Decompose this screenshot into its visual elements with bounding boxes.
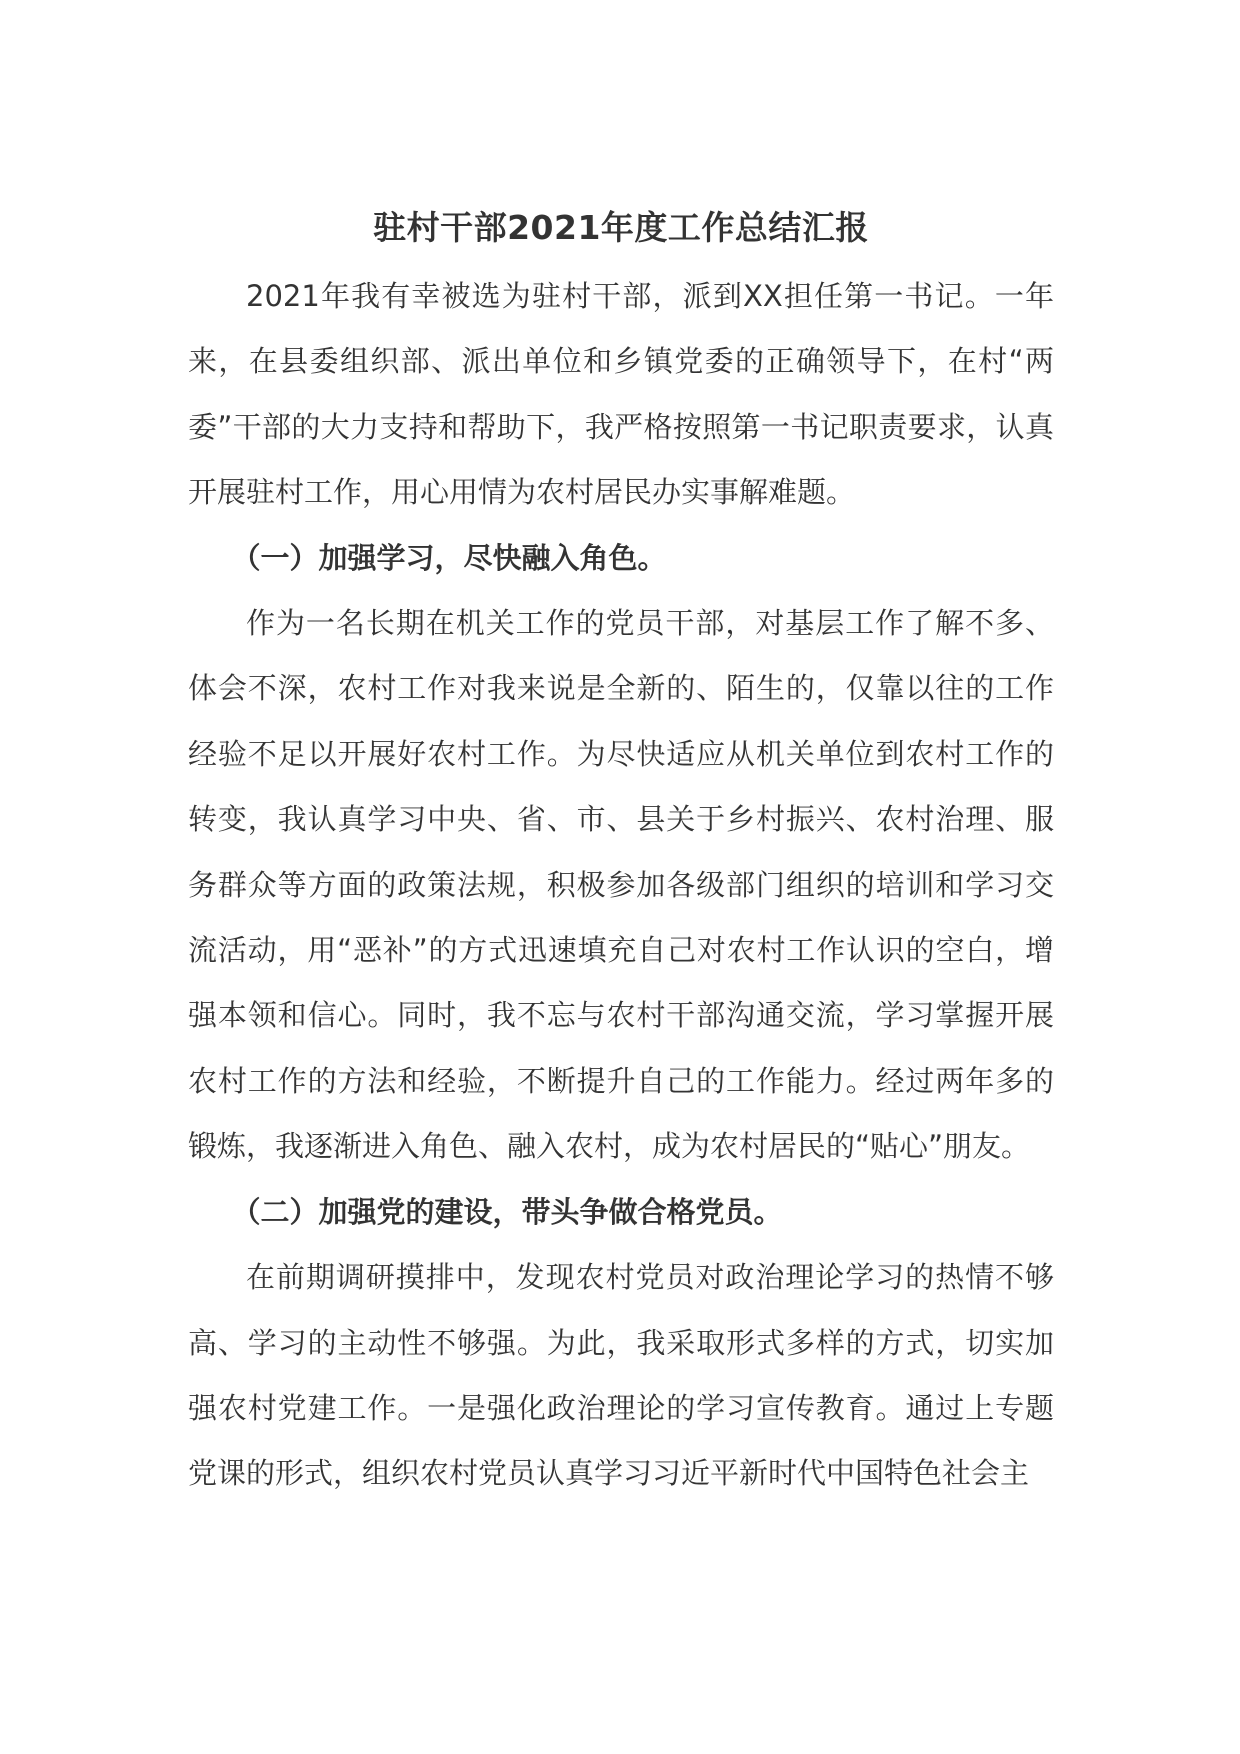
document-title: 驻村干部2021年度工作总结汇报 xyxy=(373,208,869,247)
section-2-paragraph: 在前期调研摸排中，发现农村党员对政治理论学习的热情不够高、学习的主动性不够强。为此，我采取形式多样的方式，切实加强农村党建工作。一是强化政治理论的学习宣传教育。通过上专题党课的形式，组织农村党员认真学习习近平新时代中国特色社会主 xyxy=(188,1260,1054,1491)
section-1-heading: （一）加强学习，尽快融入角色。 xyxy=(231,540,667,575)
document-content xyxy=(188,196,1054,1507)
section-1-paragraph: 作为一名长期在机关工作的党员干部，对基层工作了解不多、体会不深，农村工作对我来说是全新的、陌生的，仅靠以往的工作经验不足以开展好农村工作。为尽快适应从机关单位到农村工作的转变，我认真学习中央、省、市、县关于乡村振兴、农村治理、服务群众等方面的政策法规，积极参加各级部门组织的培训和学习交流活动，用“恶补”的方式迅速填充自己对农村工作认识的空白，增强本领和信心。同时，我不忘与农村干部沟通交流，学习掌握开展农村工作的方法和经验，不断提升自己的工作能力。经过两年多的锻炼，我逐渐进入角色、融入农村，成为农村居民的“贴心”朋友。 xyxy=(188,606,1054,1164)
intro-paragraph: 2021年我有幸被选为驻村干部，派到XX担任第一书记。一年来，在县委组织部、派出单位和乡镇党委的正确领导下，在村“两委”干部的大力支持和帮助下，我严格按照第一书记职责要求，认真开展驻村工作，用心用情为农村居民办实事解难题。 xyxy=(188,279,1054,510)
section-2-heading: （二）加强党的建设，带头争做合格党员。 xyxy=(231,1194,783,1229)
